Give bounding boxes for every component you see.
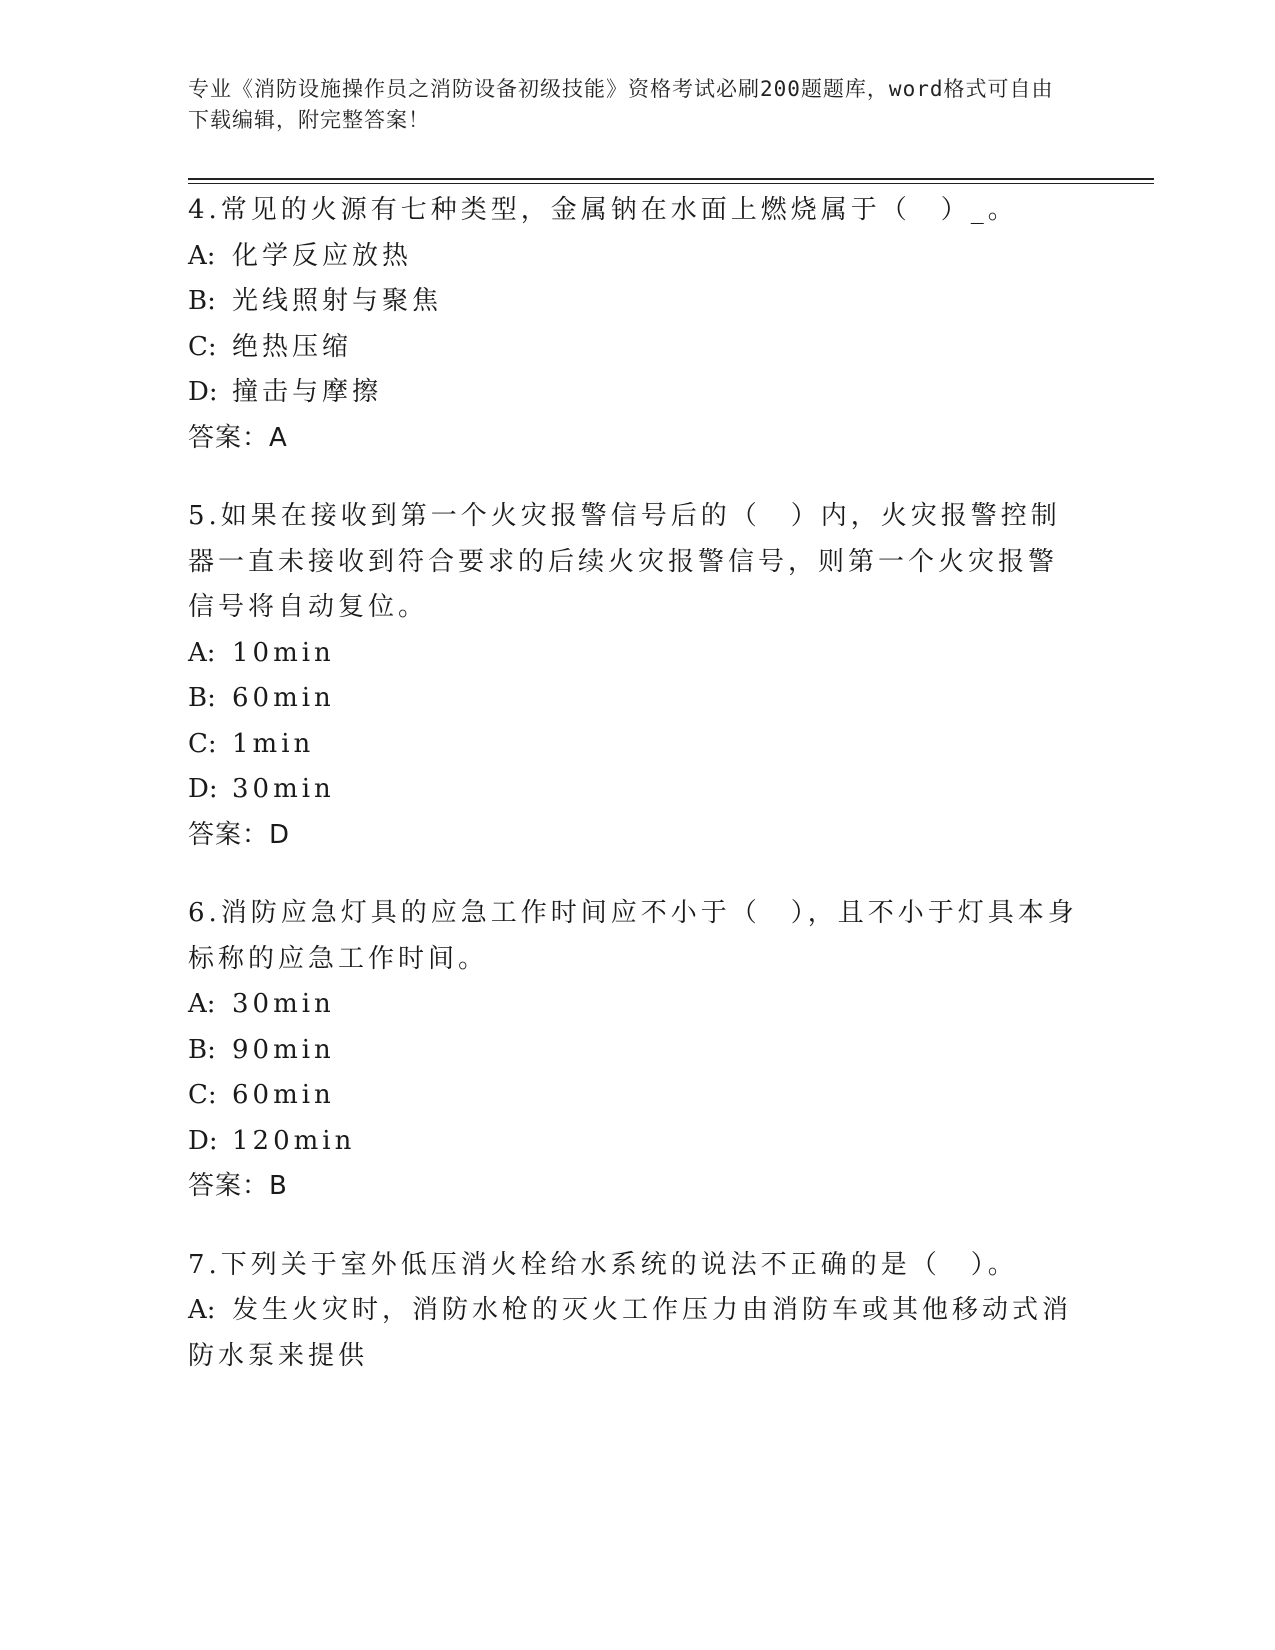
option-letter: A:: [188, 989, 216, 1019]
header-text: 专业《消防设施操作员之消防设备初级技能》资格考试必刷200题题库，word格式可自由下载编辑，附完整答案！: [188, 77, 1054, 132]
option-letter: A:: [188, 637, 216, 668]
option-text: 发生火灾时，消防水枪的灭火工作压力由消防车或其他移动式消防水泵来提供: [188, 1295, 1073, 1371]
option-c: [188, 1073, 1078, 1119]
option-d: [188, 1119, 1078, 1165]
option-d: [188, 767, 1078, 813]
option-text: 1min: [232, 728, 315, 759]
option-letter: B:: [188, 683, 216, 713]
option-b: [188, 1028, 1078, 1074]
option-text: 30min: [232, 989, 335, 1019]
option-b: [188, 676, 1078, 722]
answer-line: 答案：B: [188, 1171, 288, 1201]
option-text: 化学反应放热: [232, 240, 413, 271]
question-5: [188, 494, 1078, 858]
option-a: [188, 982, 1078, 1028]
option-letter: A:: [188, 240, 216, 271]
question-7: [188, 1243, 1078, 1380]
answer-line: 答案：A: [188, 422, 288, 453]
question-list: [188, 188, 1078, 1412]
option-a: [188, 1288, 1078, 1379]
option-letter: D:: [188, 1125, 218, 1156]
option-text: 90min: [232, 1034, 335, 1065]
question-stem: 7.下列关于室外低压消火栓给水系统的说法不正确的是（ ）。: [188, 1249, 1018, 1280]
answer-line: 答案：D: [188, 819, 291, 850]
option-text: 60min: [232, 1080, 335, 1110]
option-text: 10min: [232, 637, 335, 668]
option-d: [188, 370, 1078, 416]
page-header: [188, 74, 1068, 136]
option-letter: D:: [188, 774, 218, 804]
option-text: 60min: [232, 683, 335, 713]
option-a: [188, 234, 1078, 280]
option-b: [188, 279, 1078, 325]
option-letter: C:: [188, 1080, 217, 1110]
question-6: [188, 891, 1078, 1210]
question-stem: 5.如果在接收到第一个火灾报警信号后的（ ）内，火灾报警控制器一直未接收到符合要求的后续火灾报警信号，则第一个火灾报警信号将自动复位。: [188, 501, 1061, 622]
option-text: 120min: [232, 1125, 356, 1156]
option-letter: A:: [188, 1295, 216, 1325]
option-text: 绝热压缩: [232, 331, 353, 362]
option-text: 30min: [232, 774, 335, 804]
question-stem: 6.消防应急灯具的应急工作时间应不小于（ ），且不小于灯具本身标称的应急工作时间。: [188, 898, 1078, 974]
option-letter: C:: [188, 728, 217, 759]
option-a: [188, 631, 1078, 677]
option-c: [188, 325, 1078, 371]
option-letter: B:: [188, 1034, 216, 1065]
header-rule-thick: [188, 178, 1154, 180]
option-letter: B:: [188, 286, 216, 316]
option-text: 撞击与摩擦: [232, 377, 383, 407]
header-rule-thin: [188, 183, 1154, 184]
option-c: [188, 722, 1078, 768]
question-stem: 4.常见的火源有七种类型，金属钠在水面上燃烧属于（ ）_。: [188, 195, 1018, 225]
question-4: [188, 188, 1078, 461]
option-text: 光线照射与聚焦: [232, 286, 443, 316]
option-letter: C:: [188, 331, 217, 362]
option-letter: D:: [188, 377, 218, 407]
